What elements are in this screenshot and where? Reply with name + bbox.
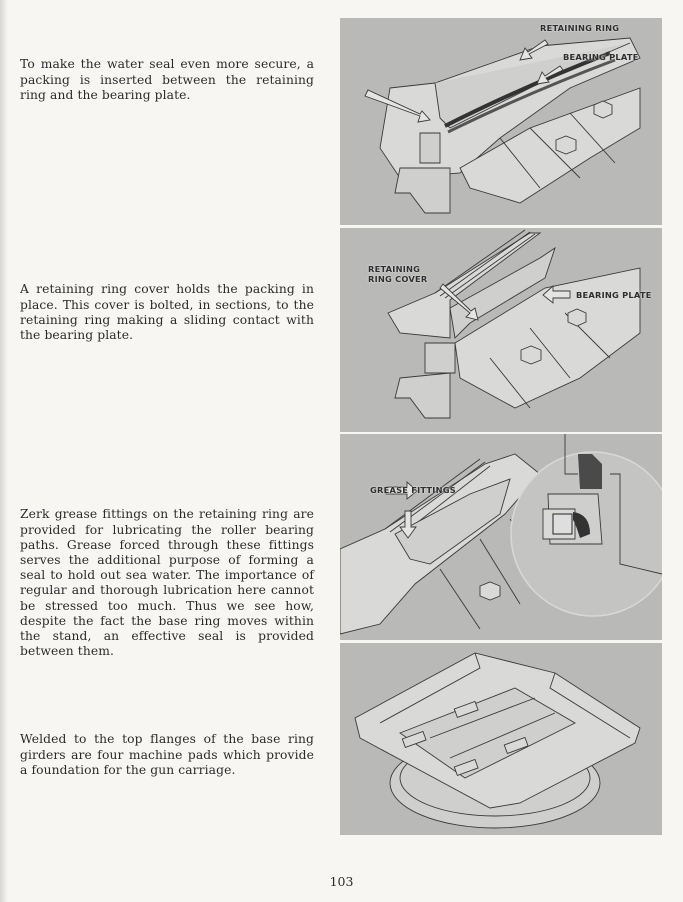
page-number: 103 bbox=[329, 874, 354, 889]
callout-line-2: RING COVER bbox=[368, 274, 428, 284]
callout-grease-fittings: GREASE FITTINGS bbox=[370, 485, 456, 495]
paragraph-grease-fittings: Zerk grease fittings on the retaining ring are provided for lubricating the roller bearing paths. Grease forced through these fittings serves the additional purpose of forming a seal to hold out sea water. The importance of regular and thorough lubrication here cannot be stressed too much. Thus we see how, despite the fact the base ring moves within the stand, an effective seal is provided between them. bbox=[20, 507, 314, 659]
hex-nut-icon bbox=[521, 346, 541, 364]
illustration-machine-pads bbox=[340, 643, 662, 835]
callout-line-1: RETAINING bbox=[368, 264, 421, 274]
hex-nut-icon bbox=[480, 582, 500, 600]
drawing-base-ring bbox=[340, 643, 662, 835]
hex-nut-icon bbox=[568, 309, 586, 326]
page-gutter-shadow bbox=[0, 0, 8, 902]
callout-bearing-plate: BEARING PLATE bbox=[563, 52, 639, 62]
paragraph-machine-pads: Welded to the top flanges of the base ring girders are four machine pads which provide a foundation for the gun carriage. bbox=[20, 732, 314, 777]
illustration-grease-fittings bbox=[340, 434, 662, 640]
drawing-ring-packing bbox=[340, 18, 662, 225]
hex-nut-icon bbox=[556, 136, 576, 154]
callout-bearing-plate: BEARING PLATE bbox=[576, 290, 652, 300]
illustration-retaining-ring-cover bbox=[340, 228, 662, 432]
drawing-grease-fittings bbox=[340, 434, 662, 640]
paragraph-packing: To make the water seal even more secure, a packing is inserted between the retaining ring and the bearing plate. bbox=[20, 57, 314, 102]
callout-retaining-ring-cover bbox=[368, 264, 428, 284]
paragraph-ring-cover: A retaining ring cover holds the packing in place. This cover is bolted, in sections, to the retaining ring making a sliding contact with the bearing plate. bbox=[20, 282, 314, 342]
drawing-ring-cover bbox=[340, 228, 662, 432]
callout-retaining-ring: RETAINING RING bbox=[540, 23, 620, 33]
illustration-retaining-ring-packing bbox=[340, 18, 662, 225]
hex-nut-icon bbox=[594, 101, 612, 118]
